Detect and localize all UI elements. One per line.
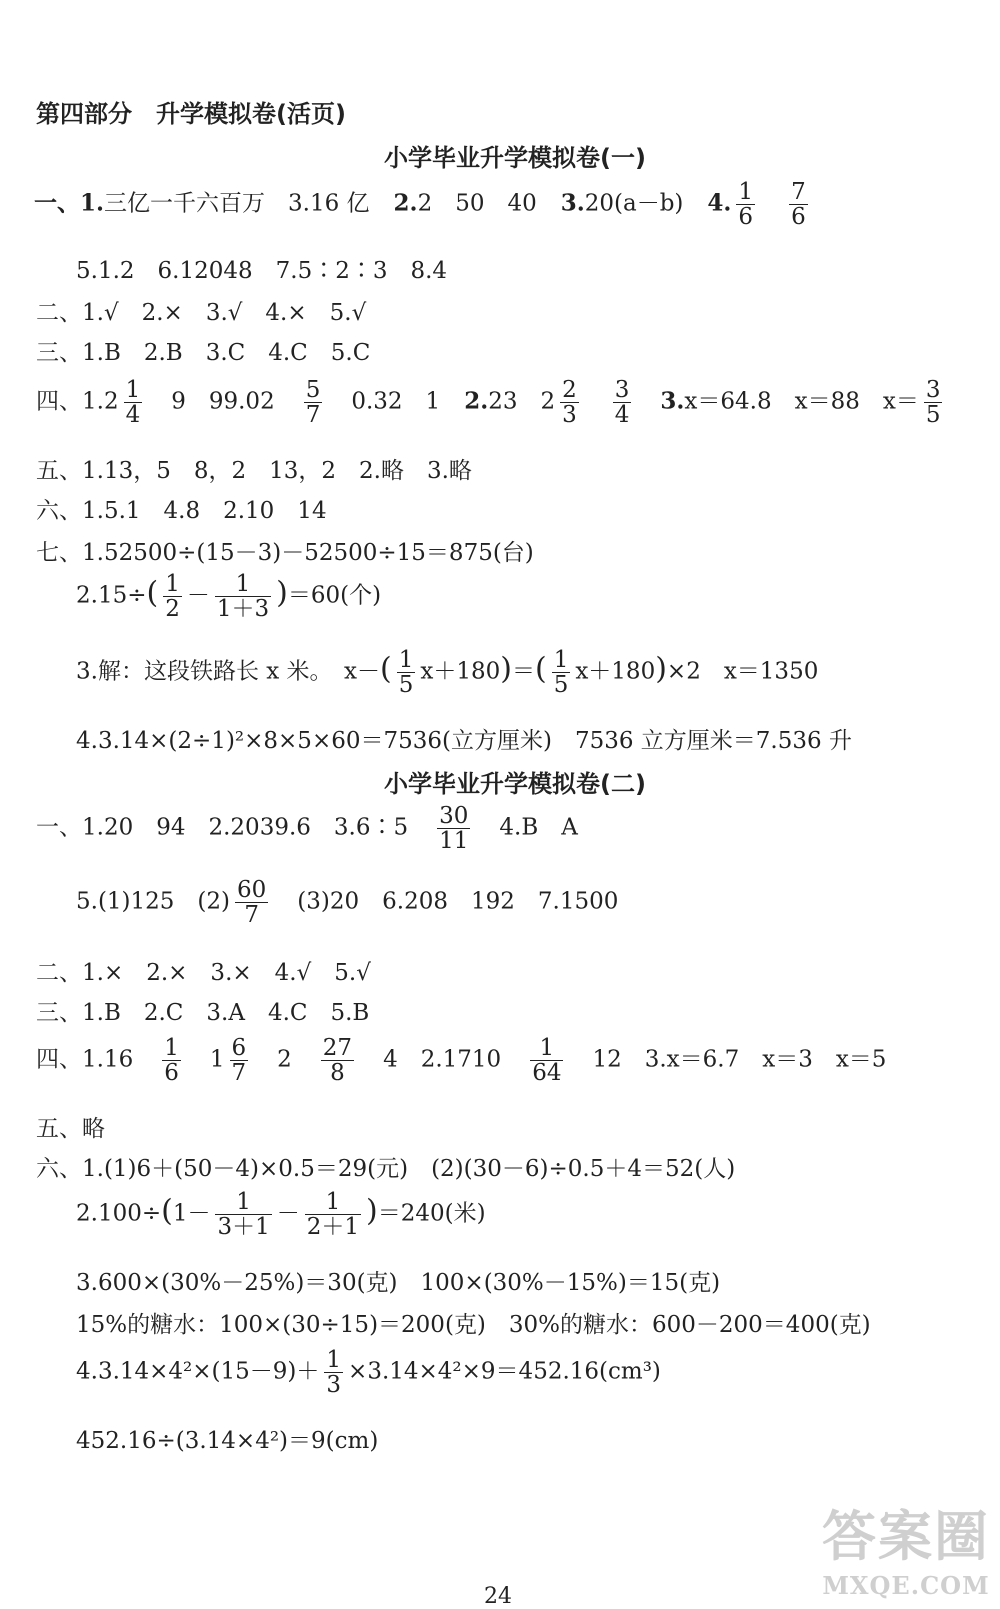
ans-1-row-11: 4.3.14×(2÷1)²×8×5×60＝7536(立方厘米) 7536 立方厘米＝7.536 升	[76, 728, 852, 754]
ans-2-row-2: 5.(1)125 (2) $\frac{60}{7}$ (3)20 6.208 192 7.1500	[76, 877, 619, 929]
ans-1-row-4: 三、1.B 2.B 3.C 4.C 5.C	[36, 340, 371, 366]
ans-2-row-9: 3.600×(30%－25%)＝30(克) 100×(30%－15%)＝15(克)	[76, 1270, 721, 1296]
fraction: $\frac{7}{6}$	[791, 179, 806, 231]
ans-2-row-8: 2.100÷(1－ $\frac{1}{3+1}$ － $\frac{1}{2+1}$ )＝240(米)	[76, 1189, 486, 1241]
ans-1-row-3: 二、1.√ 2.× 3.√ 4.× 5.√	[36, 300, 367, 326]
section-header: 第四部分 升学模拟卷(活页)	[36, 100, 346, 128]
ans-1-row-5: 四、1.2 $\frac{1}{4}$ 9 99.02 $\frac{5}{7}$ 0.32 1 2.23 2 $\frac{2}{3}$ $\frac{3}{4}$ 3.x＝64.8 x＝88 x＝ $\frac{3}{5}$	[36, 377, 941, 429]
ans-1-row-8: 七、1.52500÷(15－3)－52500÷15＝875(台)	[36, 540, 534, 566]
ans-1-row-10: 3.解：这段铁路长 x 米。 x－( $\frac{1}{5}$ x＋180)＝( $\frac{1}{5}$ x＋180)×2 x＝1350	[76, 647, 819, 699]
ans-1-row-7: 六、1.5.1 4.8 2.10 14	[36, 498, 327, 524]
fraction: $\frac{1}{6}$	[738, 179, 754, 231]
ans-2-row-1: 一、1.20 94 2.2039.6 3.6∶5 $\frac{30}{11}$ 4.B A	[36, 803, 578, 855]
ans-2-row-4: 三、1.B 2.C 3.A 4.C 5.B	[36, 1000, 370, 1026]
ans-1-row-6: 五、1.13，5 8，2 13，2 2.略 3.略	[36, 458, 472, 484]
ans-2-row-5: 四、1.16 $\frac{1}{6}$ 1 $\frac{6}{7}$ 2 $\frac{27}{8}$ 4 2.1710 $\frac{1}{64}$ 12 3.x＝6.7 x＝3 x＝5	[36, 1035, 887, 1087]
ans-2-row-10: 15%的糖水：100×(30÷15)＝200(克) 30%的糖水：600－200＝400(克)	[76, 1312, 871, 1338]
ans-2-row-6: 五、略	[36, 1116, 105, 1142]
ans-1-row-2: 5.1.2 6.12048 7.5∶2∶3 8.4	[76, 258, 448, 284]
ans-2-row-3: 二、1.× 2.× 3.× 4.√ 5.√	[36, 960, 371, 986]
ans-1-row-9: 2.15÷( $\frac{1}{2}$ － $\frac{1}{1+3}$ )＝60(个)	[76, 571, 382, 623]
ans-2-row-12: 452.16÷(3.14×4²)＝9(cm)	[76, 1428, 379, 1454]
ans-1-row-1: 一、1.三亿一千六百万 3.16 亿 2.2 50 40 3.20(a－b) 4. $\frac{1}{6}$ $\frac{7}{6}$	[34, 179, 806, 231]
exam-title-1: 小学毕业升学模拟卷(一)	[384, 144, 646, 172]
ans-2-row-7: 六、1.(1)6＋(50－4)×0.5＝29(元) (2)(30－6)÷0.5＋4＝52(人)	[36, 1156, 736, 1182]
watermark-logo: 答案圈 MXQE.COM	[822, 1504, 990, 1600]
page-number: 24	[484, 1584, 512, 1609]
exam-title-2: 小学毕业升学模拟卷(二)	[384, 770, 646, 798]
ans-2-row-11: 4.3.14×4²×(15－9)＋ $\frac{1}{3}$ ×3.14×4²×9＝452.16(cm³)	[76, 1347, 661, 1399]
